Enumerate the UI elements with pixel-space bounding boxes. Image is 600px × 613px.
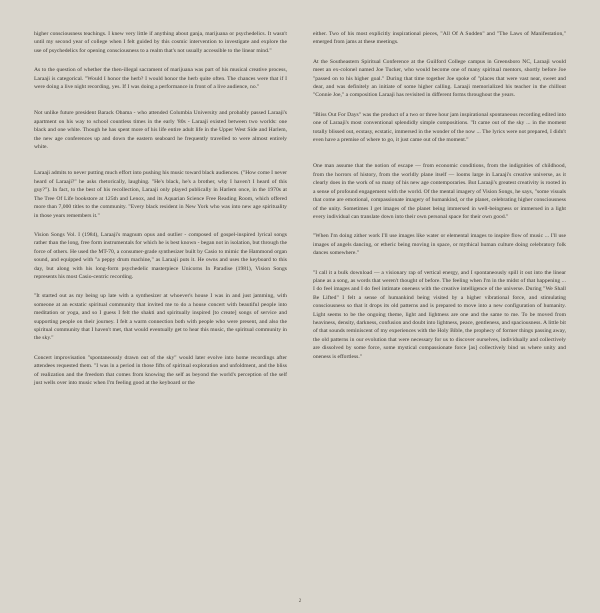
paragraph: As to the question of whether the then-illegal sacrament of marijuana was part of his musical creative process, Laraaji is categorical. "Would I honor the herb? I would honor the herb quite often. The chances were that if I were doing a live night recording, yes. If I was doing a performance in front of a live audience, no." [34, 67, 287, 91]
two-column-layout [34, 30, 566, 570]
paragraph: "I call it a bulk download — a visionary rap of vertical energy, and I spontaneously spill it out into the linear plane as a song, as words that weren't thought of before. The feeling when I'm in the midst of that happening ... I do feel images and I do feel intimate oneness with the creative intelligence of the universe. During "We Shall Be Lifted" I felt a sense of humankind being visited by a higher vibrational force, and stimulating consciousness so that it drops its old patterns and is prepared to move into a new configuration of humanity. Light seems to be the ongoing theme, light and lightness are one and the same to me. To be moved from heaviness, density, darkness, confusion and doubt into lightness, peace, gentleness, and spaciousness. A little bit of that sounds reminiscent of my experiences with the Holy Bible, the prophecy of former things passing away, the old patterns in our evolution that were necessary for us to discover ourselves, individually and collectively are dissolved by some force, some mystical compassionate force [as] collectively bind us where unity and oneness is effortless." [313, 269, 566, 360]
paragraph: Concert improvisation "spontaneously drawn out of the sky" would later evolve into home recordings after attendees requested them. "I was in a period in those fifts of spiritual exploration and unfoldment, and the bliss of realization and the freedom that comes from knowing the self as beyond the world's perception of the self just wells over into music when I'm feeling good at the keyboard or the [34, 354, 287, 386]
paragraph: Vision Songs Vol. I (1984), Laraaji's magnum opus and outlier - composed of gospel-inspired lyrical songs rather than the long, free form instrumentals for which he is best known - began not in isolation, but through the force of others. He used the MT-70, a consumer-grade synthesizer built by Casio to mimic the Hammond organ sound, and equipped with "a peppy drum machine," as Laraaji puts it. He owns and uses the keyboard to this day, but along with his long-form psychedelic masterpiece Unicorns In Paradise (1981), Vision Songs represents his most Casio-centric recording. [34, 231, 288, 280]
paragraph: either. Two of his most explicitly inspirational pieces, "All Of A Sudden" and "The Laws of Manifestation," emerged from jams at these meetings. [313, 31, 566, 46]
paragraph: One man assume that the notion of escape — from economic conditions, from the indignities of childhood, from the horrors of history, from the worldly plane itself — looms large in Laraaji's creative universe, as it clearly does in the work of so many of his new age contemporaries. But Laraaji's greatest creativity is rooted in a sense of profound engagement with the world. Of the mental imagery of Vision Songs, he says, "some visuals that come are emotional, compassionate imagery of humankind, or the planet, celebrating higher consciousness of the unity. Sometimes I get images of the planet being immersed in well-beingness or immersed in a light every individual can translate down into their own personal space for their own good." [313, 163, 566, 220]
paragraph: "Bliss Out For Days" was the product of a two or three hour jam inspirational spontaneous recording edited into one of Laraaji's most conventional splendidly simple compositions. "It came out of the sky ... in the moment totally blissed out, ecstasy, ecstatic, immersed in the wonder of the now ... The lyrics were not prepared, I didn't even have a premise of where to go, it just came out of the moment." [313, 111, 566, 144]
paragraph: At the Southeastern Spiritual Conference at the Guilford College campus in Greensboro NC, Laraaji would meet an ex-colonel named Joe Tucker, who would become one of many spiritual mentors, shortly before Joe "passed on to his higher goal." During that time together Joe spoke of "places that were vast near, sweet and dear, and was definitely an initiate of some higher calling. Laraaji memorialized his teacher in the chillout "Connie Joe," a composition Laraaji has revisited in different forms throughout the years. [313, 58, 566, 99]
paragraph: "It started out as my being up late with a synthesizer at whoever's house I was in and just jamming, with someone at an ecstatic spiritual community that invited me to do a house concert with beautiful people into meditation or yoga, and so I guess I felt the shakti and spiritually inspired [to create] songs of service and supporting people on their journey. I felt a warm connection both with people who were present, and also the spiritual community that I haven't met, that would eventually get to hear this music, the spiritual community in the sky." [34, 293, 287, 342]
right-column [313, 30, 566, 570]
paragraph: Laraaji admits to never putting much effort into pushing his music toward black audiences. ("How come I never heard of Laraaji?" he asks rhetorically, laughing. "He's black, he's a brother, why I haven't I heard of this guy?"). In fact, to the best of his recollection, Laraaji only played publically in Harlem once, in the 1970s at The Tree Of Life bookstore at 125th and Lenox, and its Aquarian Science Free Reading Room, which offered more than 7,000 titles to the community. "Every black resident in New York who was into new age spirituality in those years remembers it." [34, 170, 287, 219]
paragraph: "When I'm doing zither work I'll use images like water or elemental images to inspire flow of music ... I'll use images of angels dancing, or etheric being moving in space, or mythical human culture doing celebratory folk dances somewhere." [313, 233, 566, 257]
paragraph: Not unlike future president Barack Obama - who attended Columbia University and probably passed Laraaji's apartment on his way to school countless times in the early '80s - Laraaji existed between two worlds: one black and one white. Though he has spent more of his life entire adult life in the Upper West Side and Harlem, the new age conferences up and down the eastern seaboard he frequently travelled to were almost entirely white. [34, 110, 287, 151]
page-number: 2 [298, 599, 302, 604]
paragraph: higher consciousness teachings. I knew very little if anything about ganja, marijuana or psychedelics. It wasn't until my second year of college when I felt guided by this cosmic intervention to investigate and explore the use of psychedelics for opening consciousness to a realm that's not usually accessible to the linear mind." [34, 31, 287, 54]
left-column [34, 30, 287, 570]
